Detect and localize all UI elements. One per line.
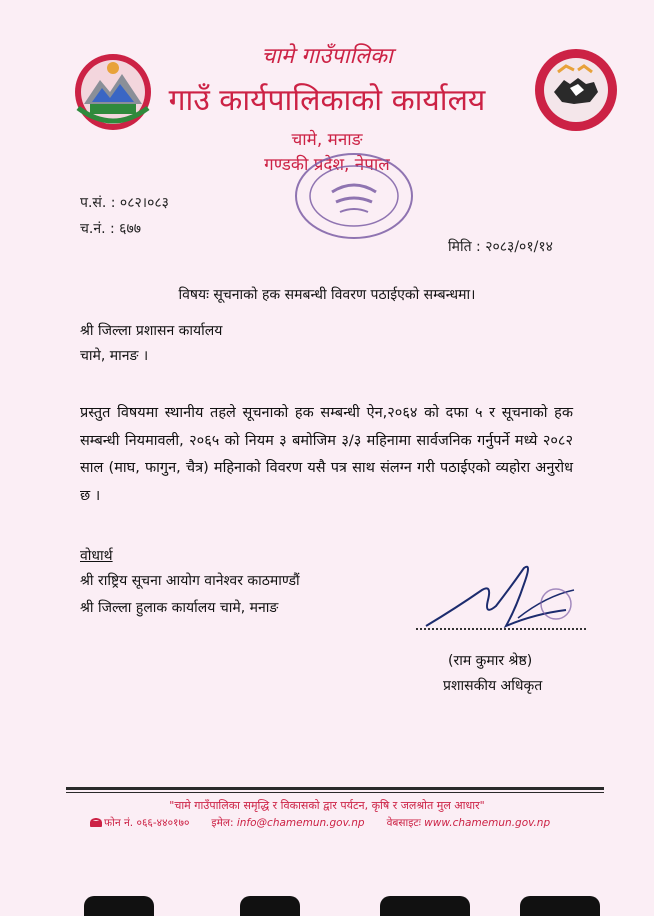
footer-email-label: इमेल: [211, 817, 234, 829]
scan-artifact [84, 896, 154, 916]
footer-motto: "चामे गाउँपालिका समृद्धि र विकासको द्वार पर्यटन, कृषि र जलश्रोत मुल आधार" [169, 799, 485, 812]
letter-body: प्रस्तुत विषयमा स्थानीय तहले सूचनाको हक सम्बन्धी ऐन,२०६४ को दफा ५ र सूचनाको हक सम्बन्धी नियमावली, २०६५ को नियम ३ बमोजिम ३/३ महिनामा सार्वजनिक गर्नुपर्ने मध्ये २०८२ साल (माघ, फागुन, चैत्र) महिनाको विवरण यसै पत्र साथ संलग्न गरी पठाईएको व्यहोरा अनुरोध छ । [80, 405, 573, 504]
footer-contact [90, 816, 550, 830]
footer-rule-thin [66, 792, 604, 793]
addressee-office: श्री जिल्ला प्रशासन कार्यालय [80, 323, 223, 339]
municipality-name: चामे गाउँपालिका [261, 44, 393, 69]
cc-recipient-1: श्री राष्ट्रिय सूचना आयोग वानेश्वर काठमाण्डौं [80, 573, 300, 589]
signature-icon [406, 560, 596, 660]
signatory-name: (राम कुमार श्रेष्ठ) [448, 653, 533, 669]
scan-artifact [380, 896, 470, 916]
office-stamp-icon [292, 150, 416, 242]
letter-subject: विषयः सूचनाको हक समबन्धी विवरण पठाईएको सम्बन्धमा। [178, 287, 476, 303]
footer-website[interactable]: www.chamemun.gov.np [424, 817, 551, 829]
phone-icon [90, 818, 102, 827]
office-location: चामे, मनाङ [291, 130, 363, 150]
office-province: गण्डकी प्रदेश, नेपाल [264, 155, 390, 175]
cc-heading: वोधार्थ [80, 548, 113, 564]
footer-email[interactable]: info@chamemun.gov.np [236, 817, 365, 829]
signature-line [416, 628, 586, 630]
footer-phone: फोन नं. ०६६-४४०१७० [104, 817, 190, 829]
signatory-title: प्रशासकीय अधिकृत [443, 678, 543, 694]
letter-date: मिति : २०८३/०१/१४ [448, 239, 553, 255]
cc-recipient-2: श्री जिल्ला हुलाक कार्यालय चामे, मनाङ [80, 600, 279, 616]
scan-artifact [520, 896, 600, 916]
scan-artifact [240, 896, 300, 916]
dispatch-number: च.नं. : ६७७ [80, 221, 142, 237]
reference-number: प.सं. : ०८२।०८३ [80, 195, 169, 211]
footer-rule [66, 787, 604, 790]
office-name: गाउँ कार्यपालिकाको कार्यालय [168, 83, 486, 118]
addressee-location: चामे, मानङ । [80, 348, 149, 364]
footer-website-label: वेबसाइटः [386, 817, 421, 829]
